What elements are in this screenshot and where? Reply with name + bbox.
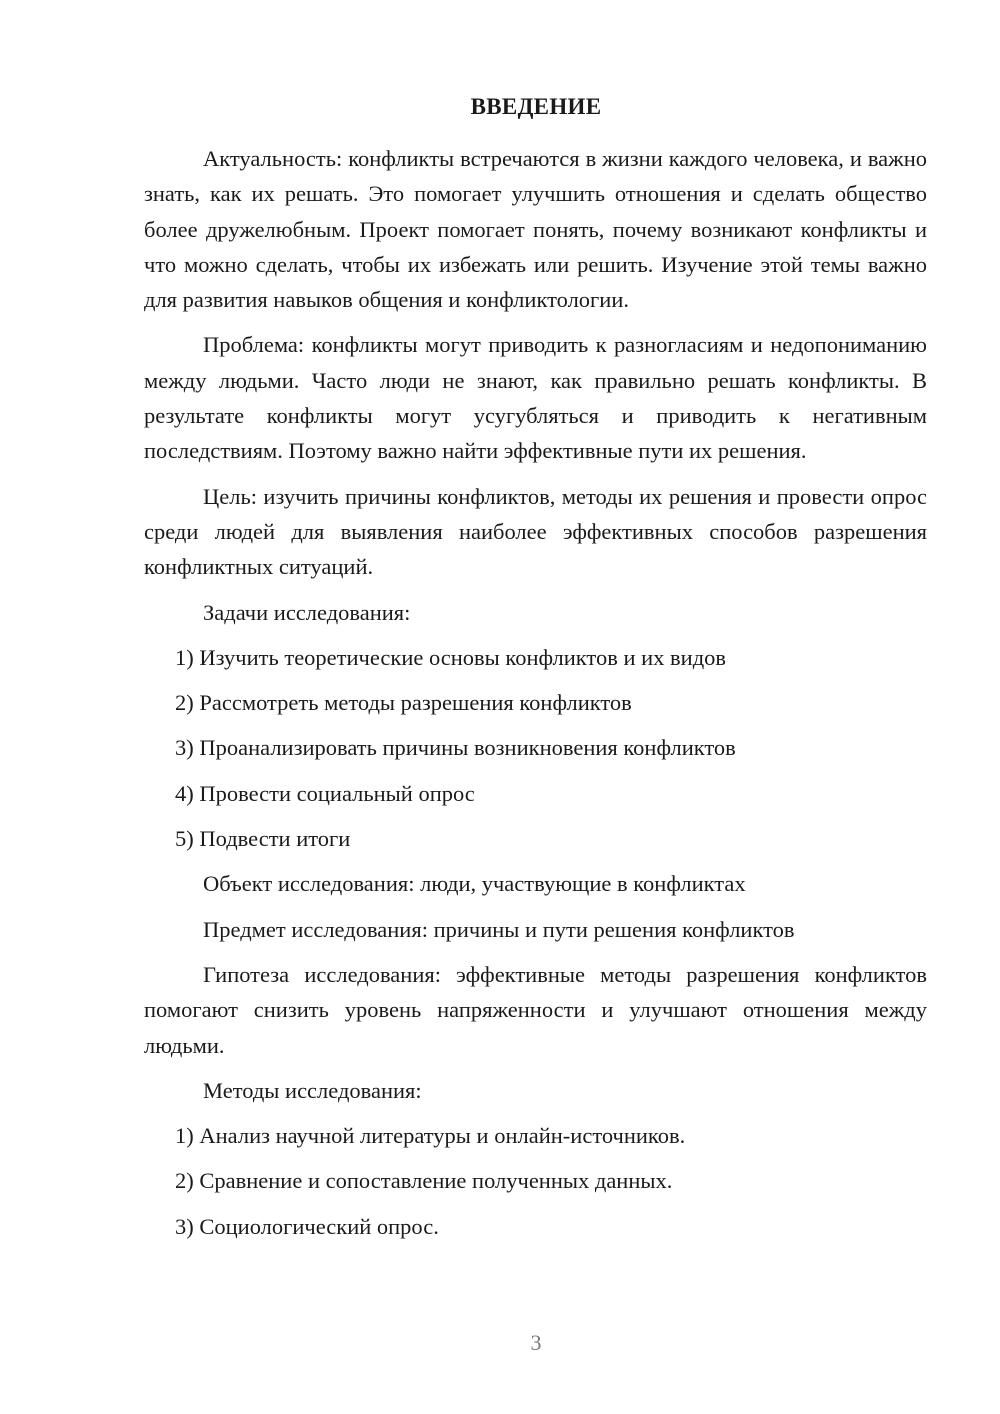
problem-paragraph: Проблема: конфликты могут приводить к разногласиям и недопониманию между людьми. Часто люди не знают, как правильно решать конфликты. В результате конфликты могут усугубляться и приводить к негативным последствиям. Поэтому важно найти эффективные пути их решения.	[144, 332, 927, 464]
goal-paragraph: Цель: изучить причины конфликтов, методы их решения и провести опрос среди людей для выявления наиболее эффективных способов разрешения конфликтных ситуаций.	[144, 483, 927, 580]
task-item: 4) Провести социальный опрос	[175, 780, 475, 806]
task-item: 3) Проанализировать причины возникновения конфликтов	[175, 735, 736, 761]
hypothesis-paragraph: Гипотеза исследования: эффективные методы разрешения конфликтов помогают снизить уровень напряженности и улучшают отношения между людьми.	[144, 961, 927, 1058]
tasks-heading: Задачи исследования:	[203, 599, 411, 625]
page-number: 3	[530, 1330, 542, 1355]
relevance-paragraph: Актуальность: конфликты встречаются в жизни каждого человека, и важно знать, как их решать. Это помогает улучшить отношения и сделать общество более дружелюбным. Проект помогает понять, почему возникают конфликты и что можно сделать, чтобы их избежать или решить. Изучение этой темы важно для развития навыков общения и конфликтологии.	[144, 146, 927, 313]
task-item: 5) Подвести итоги	[175, 826, 351, 852]
methods-heading: Методы исследования:	[203, 1077, 422, 1103]
research-subject: Предмет исследования: причины и пути решения конфликтов	[203, 916, 795, 942]
task-item: 2) Рассмотреть методы разрешения конфликтов	[175, 690, 632, 716]
research-object: Объект исследования: люди, участвующие в конфликтах	[203, 871, 746, 897]
task-item: 1) Изучить теоретические основы конфликтов и их видов	[175, 644, 727, 670]
method-item: 2) Сравнение и сопоставление полученных данных.	[175, 1168, 673, 1194]
method-item: 3) Социологический опрос.	[175, 1213, 439, 1239]
method-item: 1) Анализ научной литературы и онлайн-источников.	[175, 1123, 686, 1149]
document-body	[144, 141, 927, 1254]
section-title: ВВЕДЕНИЕ	[470, 94, 602, 119]
